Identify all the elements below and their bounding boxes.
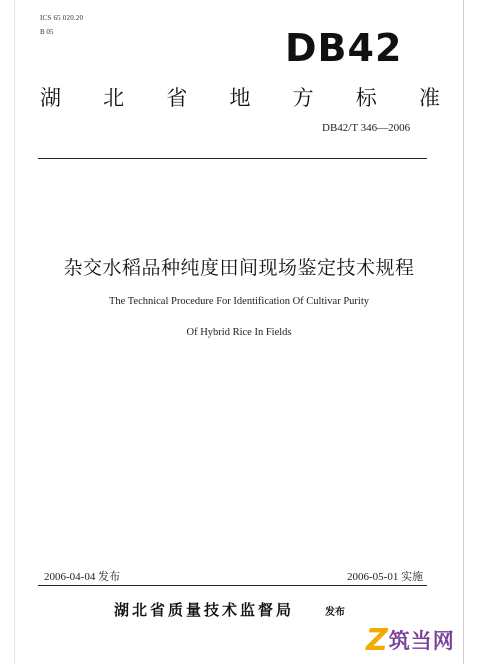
watermark-mark-icon: Z [366,623,388,658]
ics-code: ICS 65 020.20 [40,14,84,22]
standard-type-char: 北 [103,86,125,110]
issue-date: 2006-04-04 发布 [44,571,121,583]
standard-type-char: 标 [355,86,377,110]
title-english-line2: Of Hybrid Rice In Fields [186,327,292,338]
title-english-line1: The Technical Procedure For Identification Of Cultivar Purity [108,296,370,307]
standard-type-char: 方 [292,86,314,110]
standard-type-char: 湖 [40,86,61,110]
standard-type-char: 准 [418,86,440,110]
standard-type-char: 地 [229,86,251,110]
implementation-date: 2006-05-01 实施 [347,571,424,583]
standard-number: DB42/T 346—2006 [322,122,411,134]
issuing-authority: 湖北省质量技术监督局 [114,601,295,619]
watermark-text: 筑当网 [388,628,455,653]
issuing-authority-suffix: 发布 [325,607,345,618]
footer-divider [38,585,427,586]
watermark-logo [366,618,470,664]
ccs-code: B 05 [40,28,54,36]
title-chinese: 杂交水稻品种纯度田间现场鉴定技术规程 [63,257,415,279]
header-divider [38,158,427,159]
standard-type-heading [40,82,440,112]
standard-logo: DB42 [285,26,403,70]
standard-type-char: 省 [166,86,188,110]
